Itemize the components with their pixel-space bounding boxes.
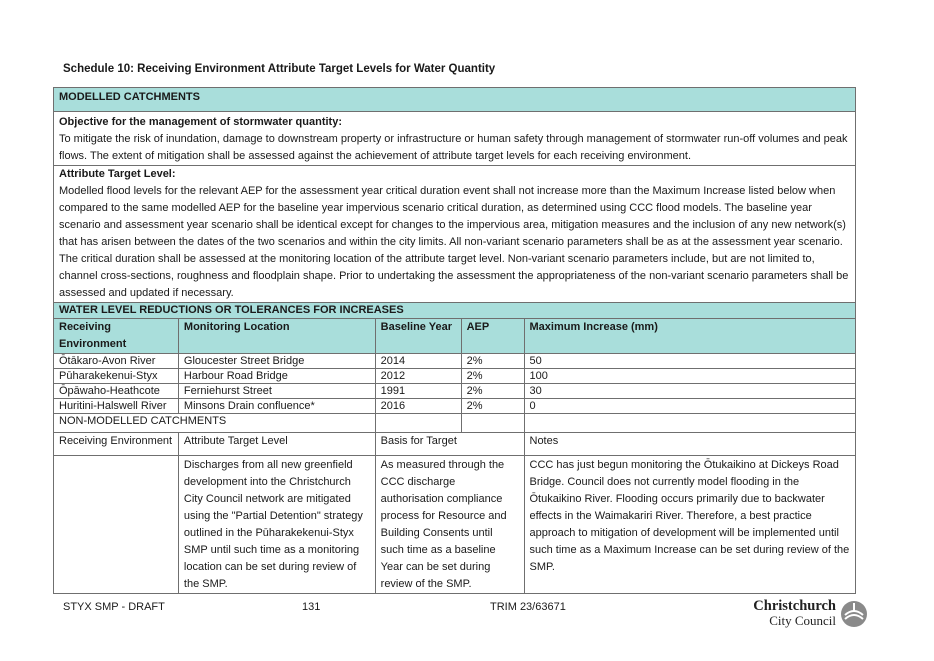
attribute-text: Modelled flood levels for the relevant AEP for the assessment year critical duration event shall not increase more than the Maximum Increase listed below when compared to the same modelled AEP for the baseline year impervious scenario critical duration, as determined using CCC flood models. The baseline year scenario and assessment year scenario shall be identical except for changes to the impervious area, mitigation measures and the inclusion of any new network(s) that has arisen between the dates of the two scenarios and within the city limits. All non-variant scenario parameters shall be as at the assessment year scenario. The critical duration shall be assessed at the monitoring location of the attribute target level. Non-variant scenario parameters include, but are not limited to, channel cross-sections, roughness and floodplain shape. Prior to undertaking the assessment the appropriateness of the non-variant scenario parameters shall be assessed and updated if necessary. [59,185,849,299]
attribute-cell [54,166,856,303]
cell-aep: 2% [461,354,524,369]
table-row [54,354,856,369]
cell-year: 2012 [375,369,461,384]
council-logo [752,599,868,629]
table-header-row [54,319,856,354]
col-header-maximum-increase: Maximum Increase (mm) [524,319,856,354]
col-header-monitoring-location: Monitoring Location [178,319,375,354]
table-row [54,369,856,384]
non-modelled-subheader-row [54,433,856,456]
nm-header-receiving-environment: Receiving Environment [54,433,179,456]
cell-year: 1991 [375,384,461,399]
col-header-aep: AEP [461,319,524,354]
cell-location: Minsons Drain confluence* [178,399,375,414]
cell-aep: 2% [461,369,524,384]
nm-header-basis: Basis for Target [375,433,524,456]
cell-location: Ferniehurst Street [178,384,375,399]
cell-max-increase: 0 [524,399,856,414]
cell-year: 2014 [375,354,461,369]
empty-cell [461,414,524,433]
nm-header-attribute-target: Attribute Target Level [178,433,375,456]
objective-row [54,112,856,166]
table-row [54,399,856,414]
attribute-heading: Attribute Target Level: [59,168,176,180]
cell-year: 2016 [375,399,461,414]
schedule-table [53,87,856,594]
nm-cell-notes: CCC has just begun monitoring the Ōtukaikino at Dickeys Road Bridge. Council does not currently model flooding in the Ōtukaikino River. Flooding occurs primarily due to backwater effects in the Waimakariri River. Therefore, a best practice approach to mitigation of development will be implemented until such time as a Maximum Increase can be set during review of the SMP. [524,456,856,594]
objective-heading: Objective for the management of stormwater quantity: [59,116,342,128]
logo-line1: Christchurch [753,598,836,614]
nm-cell-basis: As measured through the CCC discharge authorisation compliance process for Resource and Building Consents until such time as a baseline Year can be set during review of the SMP. [375,456,524,594]
objective-cell [54,112,856,166]
cell-environment: Ōpāwaho-Heathcote [54,384,179,399]
non-modelled-row [54,456,856,594]
cell-max-increase: 100 [524,369,856,384]
logo-line2: City Council [769,613,836,628]
cell-aep: 2% [461,384,524,399]
table-row [54,384,856,399]
nm-cell-environment [54,456,179,594]
water-level-header-row [54,303,856,319]
cell-location: Gloucester Street Bridge [178,354,375,369]
cell-environment: Pūharakekenui-Styx [54,369,179,384]
nm-header-notes: Notes [524,433,856,456]
cell-environment: Ōtākaro-Avon River [54,354,179,369]
council-logo-text [753,599,836,628]
non-modelled-header: NON-MODELLED CATCHMENTS [54,414,376,433]
water-level-header: WATER LEVEL REDUCTIONS OR TOLERANCES FOR INCREASES [54,303,856,319]
footer-doc-label: STYX SMP - DRAFT [63,601,165,613]
objective-text: To mitigate the risk of inundation, damage to downstream property or infrastructure or human safety through management of stormwater run-off volumes and peak flows. The extent of mitigation shall be assessed against the achievement of attribute target levels for each receiving environment. [59,133,848,162]
attribute-row [54,166,856,303]
col-header-receiving-environment: Receiving Environment [54,319,179,354]
cell-max-increase: 50 [524,354,856,369]
col-header-baseline-year: Baseline Year [375,319,461,354]
non-modelled-header-row [54,414,856,433]
trim-reference: TRIM 23/63671 [490,601,566,613]
council-logo-icon [840,600,868,628]
cell-aep: 2% [461,399,524,414]
cell-location: Harbour Road Bridge [178,369,375,384]
nm-cell-target: Discharges from all new greenfield development into the Christchurch City Council network are mitigated using the "Partial Detention" strategy outlined in the Pūharakekenui-Styx SMP until such time as a monitoring location can be set during review of the SMP. [178,456,375,594]
page-number: 131 [302,601,321,613]
cell-environment: Huritini-Halswell River [54,399,179,414]
page-title: Schedule 10: Receiving Environment Attribute Target Levels for Water Quantity [63,63,496,75]
modelled-catchments-header-row [54,88,856,112]
modelled-catchments-header: MODELLED CATCHMENTS [54,88,856,112]
cell-max-increase: 30 [524,384,856,399]
empty-cell [524,414,856,433]
empty-cell [375,414,461,433]
